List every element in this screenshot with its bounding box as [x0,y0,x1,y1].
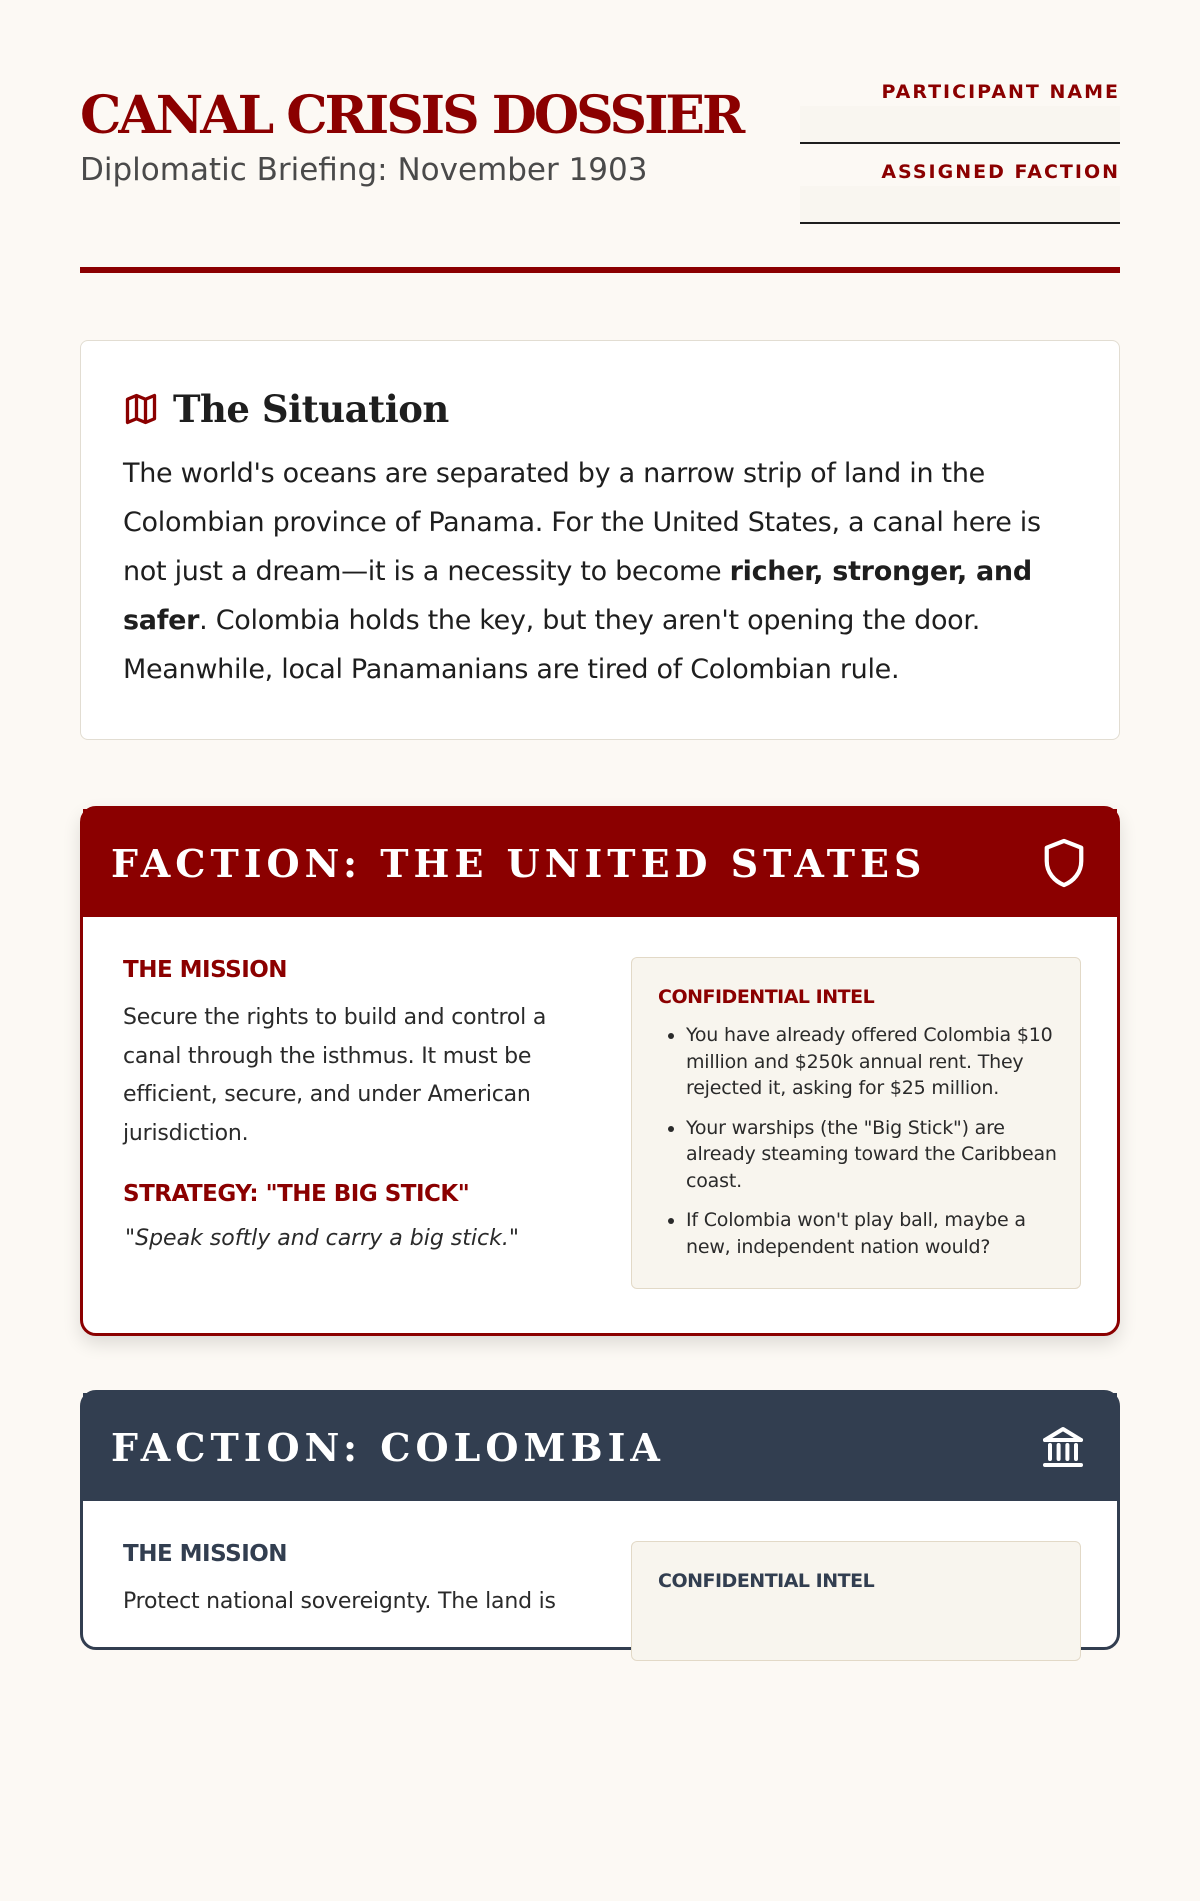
participant-name-field [800,80,1120,144]
faction-card-united-states [80,806,1120,1336]
intel-item: • You have already offered Colombia $10 million and $250k annual rent. They rejected it, asking for $25 million. [686,1022,1060,1102]
mission-column [123,1539,583,1614]
page-subtitle: Diplomatic Briefing: November 1903 [80,152,648,188]
faction-header [83,1393,1117,1501]
assigned-faction-input[interactable] [800,186,1120,224]
mission-label: THE MISSION [123,957,288,983]
header-divider [80,267,1120,273]
mission-text: Protect national sovereignty. The land is [123,1589,556,1614]
situation-text: The world's oceans are separated by a narrow strip of land in the Colombian province of Panama. For the United States, a canal here is not just a dream—it is a necessity to become richer, stronger, and safer. Colombia holds the key, but they aren't opening the door. Meanwhile, local Panamanians are tired of Colombian rule. [123,458,1041,685]
faction-body [83,1501,1117,1901]
assigned-faction-field [800,160,1120,224]
intel-item: • If Colombia won't play ball, maybe a new, independent nation would? [686,1207,1060,1260]
intel-list [658,1022,1060,1260]
confidential-intel-box [631,957,1081,1289]
mission-label: THE MISSION [123,1541,288,1567]
participant-name-input[interactable] [800,106,1120,144]
situation-header [123,381,1079,437]
participant-name-label: PARTICIPANT NAME [881,81,1120,103]
intel-item: • Your warships (the "Big Stick") are already steaming toward the Caribbean coast. [686,1115,1060,1195]
faction-title: FACTION: COLOMBIA [111,1424,665,1470]
assigned-faction-label: ASSIGNED FACTION [881,161,1120,183]
mission-text: Secure the rights to build and control a canal through the isthmus. It must be efficient, secure, and under American jurisdiction. [123,1005,547,1146]
strategy-quote: "Speak softly and carry a big stick." [125,1226,519,1251]
mission-column [123,955,583,1255]
faction-header [83,809,1117,917]
page-title: CANAL CRISIS DOSSIER [80,85,743,146]
bank-icon [1039,1423,1087,1471]
situation-emphasis: richer, stronger, and safer [123,556,1032,636]
intel-label: CONFIDENTIAL INTEL [658,986,875,1008]
strategy-label: STRATEGY: "THE BIG STICK" [123,1181,470,1207]
faction-body [83,917,1117,1317]
situation-card [80,340,1120,740]
situation-title: The Situation [173,387,449,431]
faction-title: FACTION: THE UNITED STATES [111,840,927,886]
shield-icon [1041,838,1087,888]
faction-card-colombia [80,1390,1120,1650]
intel-label: CONFIDENTIAL INTEL [658,1570,875,1592]
map-icon [123,391,159,427]
confidential-intel-box [631,1541,1081,1661]
